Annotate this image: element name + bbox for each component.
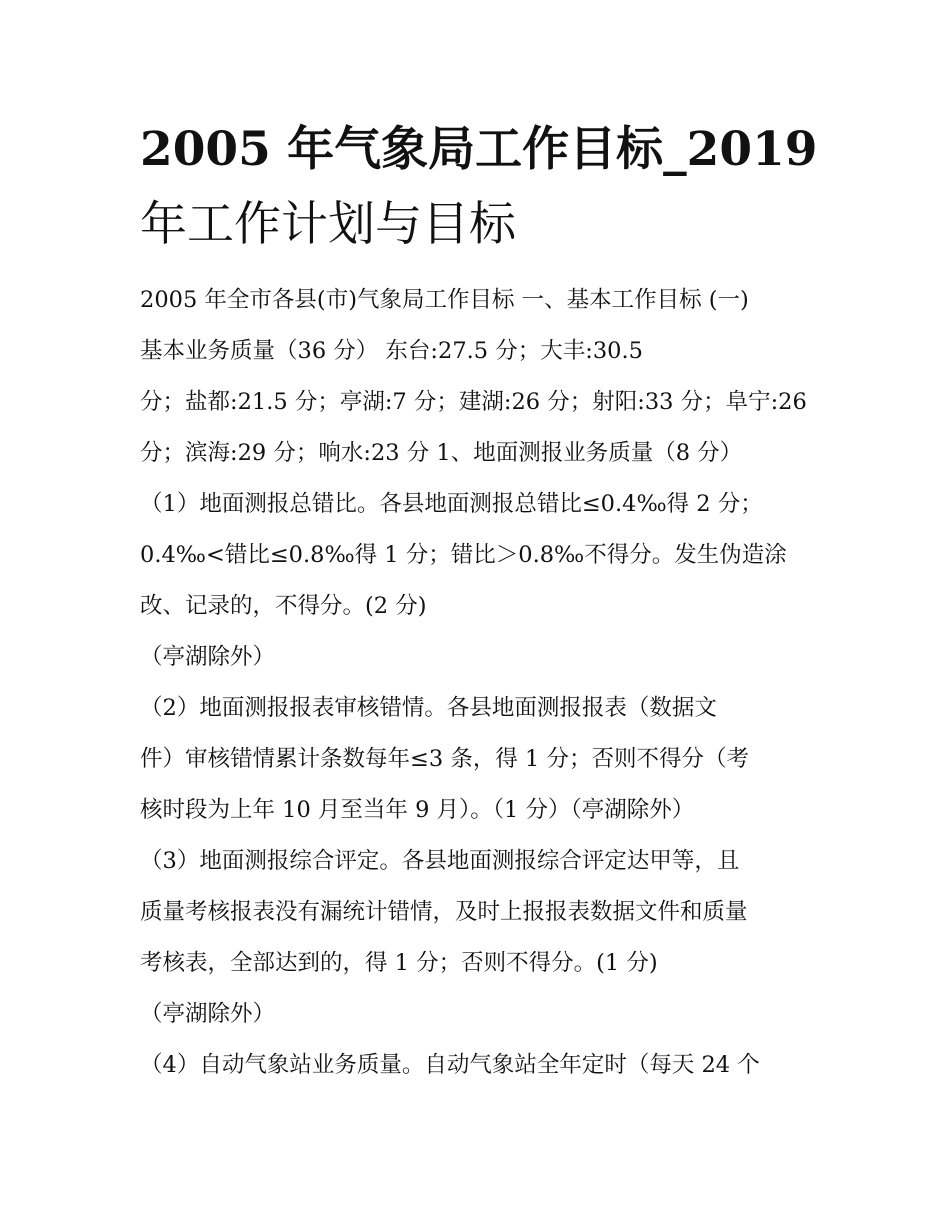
body-line-10: 件）审核错情累计条数每年≤3 条，得 1 分；否则不得分（考 xyxy=(140,746,749,772)
title-line-2: 年工作计划与目标 xyxy=(140,197,516,252)
body-line-6: 0.4‰<错比≤0.8‰得 1 分；错比＞0.8‰不得分。发生伪造涂 xyxy=(140,542,787,568)
document-body xyxy=(140,275,840,1091)
title-line-1: 2005 年气象局工作目标_2019 xyxy=(140,122,818,177)
body-line-2: 基本业务质量（36 分） 东台:27.5 分；大丰:30.5 xyxy=(140,338,643,364)
body-line-11: 核时段为上年 10 月至当年 9 月）。（1 分）（亭湖除外） xyxy=(140,797,695,823)
body-line-8: （亭湖除外） xyxy=(140,644,276,670)
body-line-1: 2005 年全市各县(市)气象局工作目标 一、基本工作目标 (一) xyxy=(140,287,749,313)
body-line-4: 分；滨海:29 分；响水:23 分 1、地面测报业务质量（8 分） xyxy=(140,440,743,466)
document-title xyxy=(140,112,830,262)
body-line-12: （3）地面测报综合评定。各县地面测报综合评定达甲等，且 xyxy=(140,848,740,874)
body-line-5: （1）地面测报总错比。各县地面测报总错比≤0.4‰得 2 分； xyxy=(140,491,763,517)
body-line-13: 质量考核报表没有漏统计错情，及时上报报表数据文件和质量 xyxy=(140,899,748,925)
body-line-3: 分；盐都:21.5 分；亭湖:7 分；建湖:26 分；射阳:33 分；阜宁:26 xyxy=(140,389,807,415)
body-line-14: 考核表，全部达到的，得 1 分；否则不得分。(1 分) xyxy=(140,950,658,976)
body-line-9: （2）地面测报报表审核错情。各县地面测报报表（数据文 xyxy=(140,695,717,721)
body-line-7: 改、记录的，不得分。(2 分) xyxy=(140,593,427,619)
body-line-15: （亭湖除外） xyxy=(140,1001,276,1027)
body-line-16: （4）自动气象站业务质量。自动气象站全年定时（每天 24 个 xyxy=(140,1052,760,1078)
